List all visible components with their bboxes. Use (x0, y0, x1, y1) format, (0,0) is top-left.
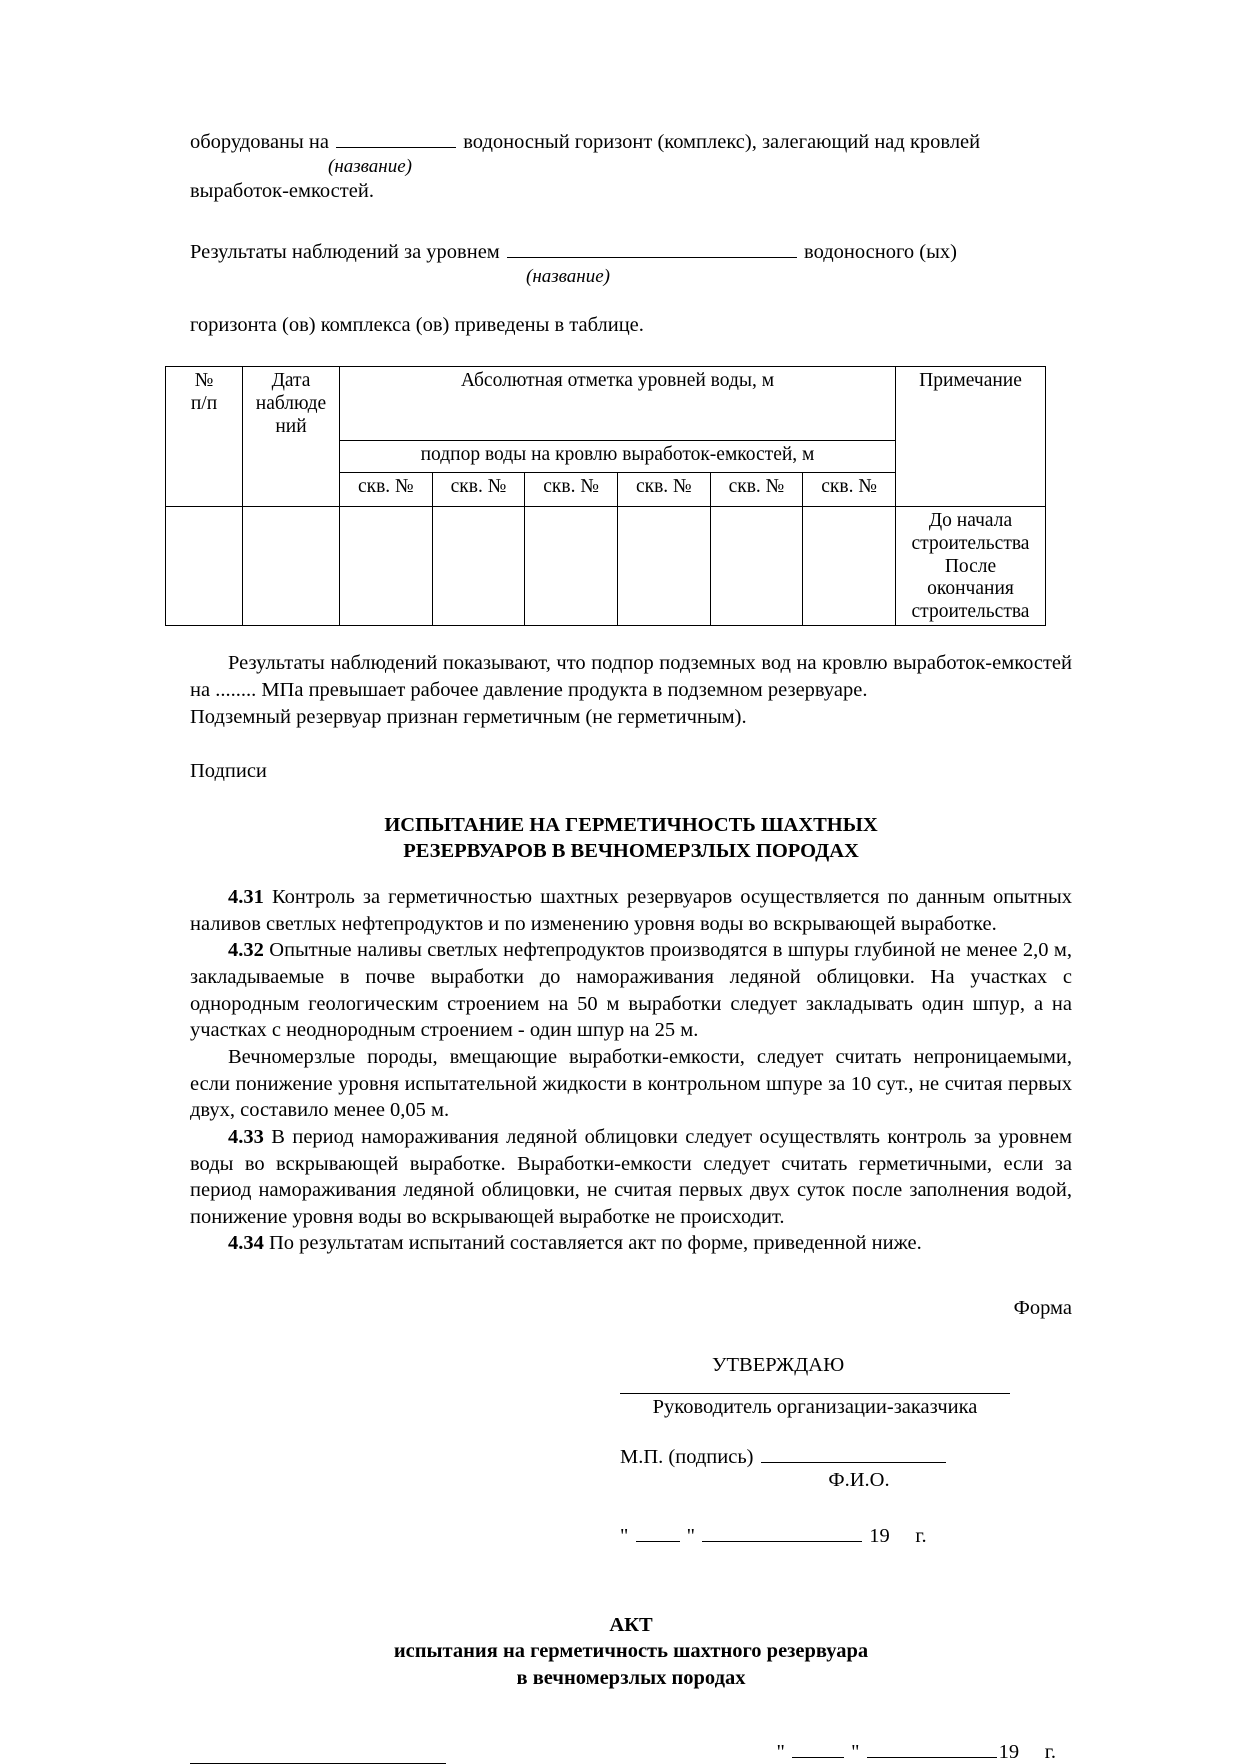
act-date-line (777, 1738, 1072, 1764)
clause-number: 4.32 (228, 939, 264, 962)
header-cell-well-4: скв. № (617, 473, 710, 507)
fio-label: Ф.И.О. (828, 1468, 890, 1491)
section-title-line-1: ИСПЫТАНИЕ НА ГЕРМЕТИЧНОСТЬ ШАХТНЫХ (384, 813, 878, 836)
intro-line-3-suffix: водоносного (ых) (804, 241, 957, 263)
quote-close: " (851, 1740, 860, 1763)
data-cell-well-5[interactable] (710, 507, 803, 626)
note-line-4: окончания (927, 578, 1014, 600)
data-cell-well-1[interactable] (340, 507, 433, 626)
header-date-line3: ний (275, 415, 307, 437)
header-number-line1: № (194, 370, 214, 392)
intro-line-3-prefix: Результаты наблюдений за уровнем (190, 241, 500, 263)
intro-line-4: горизонта (ов) комплекса (ов) приведены в таблице. (190, 313, 644, 336)
observations-table (165, 366, 1046, 626)
table-row (166, 507, 1046, 626)
clause-4-33 (190, 1124, 1072, 1231)
quote-close: " (686, 1524, 695, 1547)
caption-nazvanie-1: (название) (328, 155, 412, 177)
act-title: АКТ (609, 1613, 653, 1636)
header-cell-backwater: подпор воды на кровлю выработок-емкостей, м (340, 441, 896, 473)
header-cell-number (166, 367, 243, 507)
year-suffix: г. (915, 1524, 927, 1547)
data-cell-well-3[interactable] (525, 507, 618, 626)
after-table-paragraph-1: Результаты наблюдений показывают, что подпор подземных вод на кровлю выработок-емкостей на ........ МПа превышает рабочее давление продукта в подземном резервуаре. (190, 652, 1072, 701)
year-prefix: 19 (869, 1524, 890, 1547)
header-cell-well-2: скв. № (432, 473, 525, 507)
act-location-blank (190, 1763, 446, 1764)
caption-nazvanie-2: (название) (526, 265, 610, 287)
quote-open: " (776, 1740, 785, 1763)
clause-4-34 (190, 1230, 1072, 1257)
note-line-2: строительства (911, 532, 1030, 554)
header-cell-well-6: скв. № (803, 473, 896, 507)
act-year-suffix: г. (1044, 1740, 1056, 1763)
approval-block (620, 1354, 1010, 1548)
section-title-line-2: РЕЗЕРВУАРОВ В ВЕЧНОМЕРЗЛЫХ ПОРОДАХ (403, 839, 859, 862)
clause-4-31 (190, 884, 1072, 937)
blank-underline (702, 1522, 862, 1542)
clause-text: Контроль за герметичностью шахтных резервуаров осуществляется по данным опытных наливов светлых нефтепродуктов и по изменению уровня воды во вскрывающей выработке. (190, 886, 1072, 935)
act-subtitle-line-1: испытания на герметичность шахтного резервуара (393, 1640, 869, 1663)
clause-text: По результатам испытаний составляется акт по форме, приведенной ниже. (263, 1232, 922, 1255)
act-subtitle-line-2: в вечномерзлых породах (516, 1667, 746, 1690)
data-cell-date[interactable] (243, 507, 340, 626)
clause-text: Опытные наливы светлых нефтепродуктов производятся в шпуры глубиной не менее 2,0 м, закладываемые в почве выработки до намораживания ледяной облицовки. На участках с однородным геологическим строением на 50 м выработки следует закладывать один шпур, а на участках с неоднородным строением - один шпур на 25 м. (190, 939, 1072, 1042)
header-cell-well-1: скв. № (340, 473, 433, 507)
caption-row-2 (190, 266, 1072, 288)
clause-4-32 (190, 937, 1072, 1044)
after-table-paragraph-2: Подземный резервуар признан герметичным (не герметичным). (190, 705, 747, 728)
clause-number: 4.31 (228, 886, 264, 909)
note-line-1: До начала (928, 510, 1013, 532)
data-cell-number[interactable] (166, 507, 243, 626)
caption-row-1 (190, 156, 1072, 178)
table-header-row-1 (166, 367, 1046, 441)
header-cell-note: Примечание (896, 367, 1046, 507)
data-cell-well-2[interactable] (432, 507, 525, 626)
header-date-line2: наблюде (255, 392, 327, 414)
header-cell-absolute-level: Абсолютная отметка уровней воды, м (340, 367, 896, 441)
blank-underline (507, 238, 797, 258)
intro-line-1-prefix: оборудованы на (190, 130, 329, 153)
header-cell-well-5: скв. № (710, 473, 803, 507)
intro-line-1-suffix: водоносный горизонт (комплекс), залегающий над кровлей (463, 130, 981, 153)
blank-underline (761, 1443, 946, 1463)
stamp-signature-label: М.П. (подпись) (620, 1445, 754, 1468)
data-cell-well-6[interactable] (803, 507, 896, 626)
clause-text: Вечномерзлые породы, вмещающие выработки-емкости, следует считать непроницаемыми, если понижение уровня испытательной жидкости в контрольном шпуре за 10 сут., не считая первых двух, составило менее 0,05 м. (190, 1045, 1072, 1122)
header-number-line2: п/п (190, 392, 218, 414)
intro-line-2: выработок-емкостей. (190, 179, 374, 202)
intro-line-1 (190, 128, 1072, 156)
signatures-label: Подписи (190, 760, 267, 783)
act-bottom-row (190, 1738, 1072, 1764)
clause-permafrost-note (190, 1044, 1072, 1124)
note-line-5: строительства (911, 600, 1030, 622)
note-line-3: После (944, 555, 997, 577)
data-cell-well-4[interactable] (617, 507, 710, 626)
approve-label: УТВЕРЖДАЮ (712, 1354, 845, 1377)
clause-text: В период намораживания ледяной облицовки следует осуществлять контроль за уровнем воды во вскрывающей выработке. Выработки-емкости следует считать герметичными, если за период намораживания ледяной облицовки, не считая первых двух суток после заполнения водой, понижение уровня воды во вскрывающей выработке не происходит. (190, 1125, 1072, 1228)
clause-number: 4.33 (228, 1125, 264, 1148)
intro-line-3 (190, 238, 1072, 266)
header-cell-well-3: скв. № (525, 473, 618, 507)
date-line (620, 1492, 1010, 1548)
header-cell-date (243, 367, 340, 507)
data-cell-note (896, 507, 1046, 626)
header-date-line1: Дата (271, 370, 311, 392)
form-word: Форма (1013, 1297, 1072, 1320)
leader-label: Руководитель организации-заказчика (652, 1396, 978, 1419)
quote-open: " (620, 1524, 629, 1547)
act-year-prefix: 19 (998, 1740, 1020, 1763)
blank-underline (336, 128, 456, 148)
clause-number: 4.34 (228, 1232, 264, 1255)
blank-underline (636, 1522, 680, 1542)
stamp-signature-line (620, 1419, 1010, 1469)
